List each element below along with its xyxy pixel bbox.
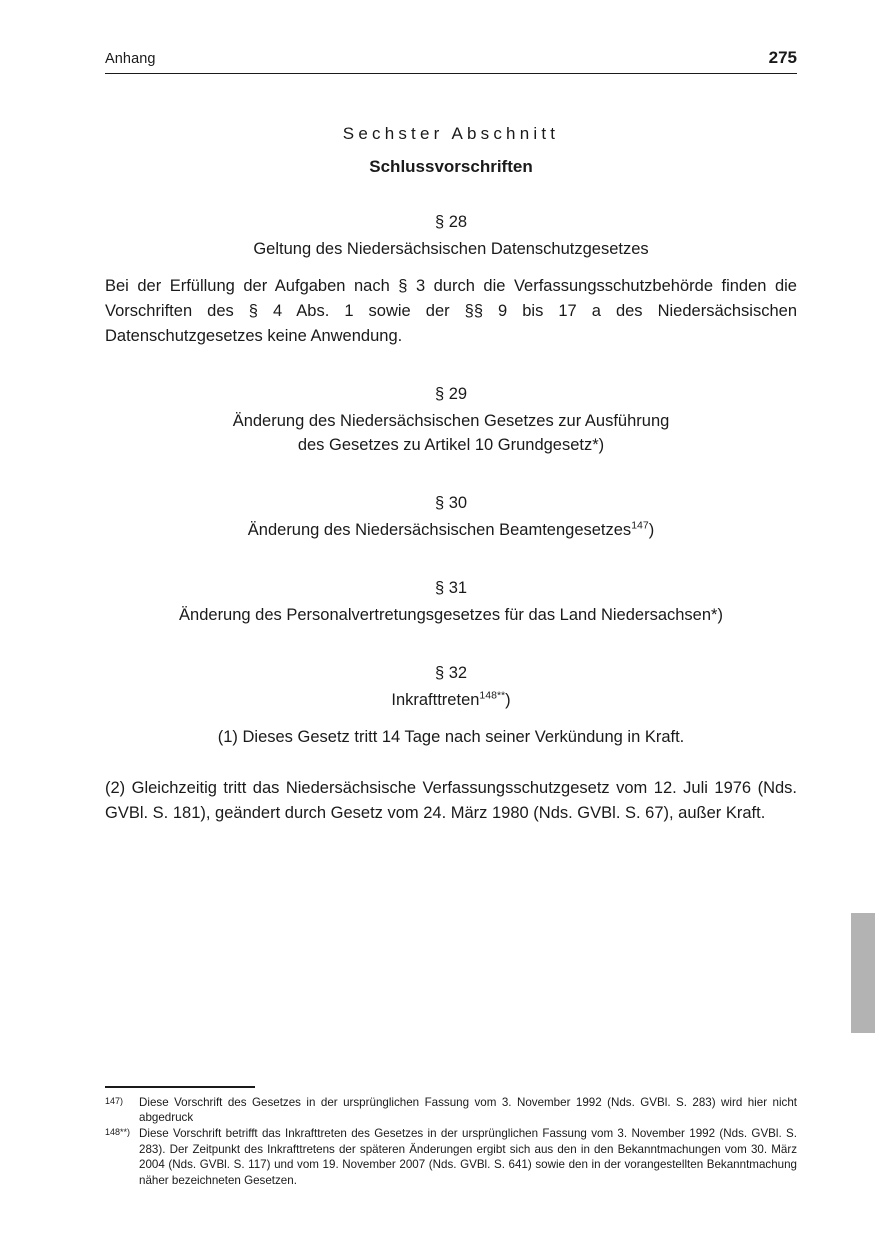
paragraph-title-32-text: Inkrafttreten <box>391 690 480 709</box>
paragraph-title-30-suffix: ) <box>648 521 655 539</box>
paragraph-body-28: Bei der Erfüllung der Aufgaben nach § 3 durch die Verfassungsschutzbehörde finden die Vorschriften des § 4 Abs. 1 sowie der §§ 9 bis 17 a des Niedersächsischen Datenschutzgesetzes keine Anwendung. <box>105 276 797 346</box>
paragraph-title-29 <box>105 410 797 458</box>
paragraph-title-32-suffix: ) <box>505 690 511 709</box>
footnote-147 <box>105 1095 797 1126</box>
paragraph-title-29-line1: Änderung des Niedersächsischen Gesetzes zur Ausführung <box>232 412 670 431</box>
footnote-marker-148: 148**) <box>105 1127 131 1138</box>
paragraph-number-29: § 29 <box>434 385 468 404</box>
page-number: 275 <box>768 48 797 67</box>
footnote-text-147: Diese Vorschrift des Gesetzes in der ursprünglichen Fassung vom 3. November 1992 (Nds. GVBl. S. 283) wird hier nicht abgedruck <box>139 1095 797 1124</box>
footnote-text-148: Diese Vorschrift betrifft das Inkrafttreten des Gesetzes in der ursprünglichen Fassung vom 3. November 1992 (Nds. GVBl. S. 283). Der Zeitpunkt des Inkrafttretens der späteren Änderungen ergibt sich aus den in den Bekanntmachungen vom 30. März 2004 (Nds. GVBl. S. 117) und vom 19. November 2007 (Nds. GVBl. S. 641) sowie den in der vorangestellten Bekanntmachung näher bezeichneten Gesetzen. <box>139 1127 797 1187</box>
paragraph-number-31: § 31 <box>434 578 468 597</box>
paragraph-body-32-abs2: (2) Gleichzeitig tritt das Niedersächsische Verfassungsschutzgesetz vom 12. Juli 1976 (Nds. GVBl. S. 181), geändert durch Gesetz vom 24. März 1980 (Nds. GVBl. S. 67), außer Kraft. <box>105 778 797 822</box>
paragraph-title-29-line2: des Gesetzes zu Artikel 10 Grundgesetz*) <box>297 436 605 455</box>
footnote-148 <box>105 1126 797 1188</box>
paragraph-number-32: § 32 <box>434 663 468 682</box>
paragraph-title-31: Änderung des Personalvertretungsgesetzes für das Land Niedersachsen*) <box>179 605 723 624</box>
paragraph-number-28: § 28 <box>434 213 468 231</box>
paragraph-title-30-text: Änderung des Niedersächsischen Beamtengesetzes <box>247 521 632 539</box>
page-content <box>105 48 797 826</box>
section-title: Schlussvorschriften <box>369 157 533 176</box>
page-edge-tab <box>851 913 875 1033</box>
footnote-area <box>105 1086 797 1189</box>
footnote-marker-147: 147) <box>105 1095 124 1106</box>
header-section-label: Anhang <box>105 51 156 67</box>
running-header <box>105 48 797 74</box>
paragraph-title-32 <box>105 689 797 713</box>
paragraph-body-32-abs1: (1) Dieses Gesetz tritt 14 Tage nach seiner Verkündung in Kraft. <box>217 727 685 746</box>
footnote-ref-148: 148** <box>479 689 506 702</box>
paragraph-title-30 <box>105 519 797 543</box>
paragraph-number-30: § 30 <box>434 494 468 512</box>
paragraph-title-28: Geltung des Niedersächsischen Datenschutzgesetzes <box>253 240 649 258</box>
footnote-ref-147: 147 <box>631 519 649 532</box>
footnote-divider <box>105 1086 255 1088</box>
section-label: Sechster Abschnitt <box>342 124 560 143</box>
